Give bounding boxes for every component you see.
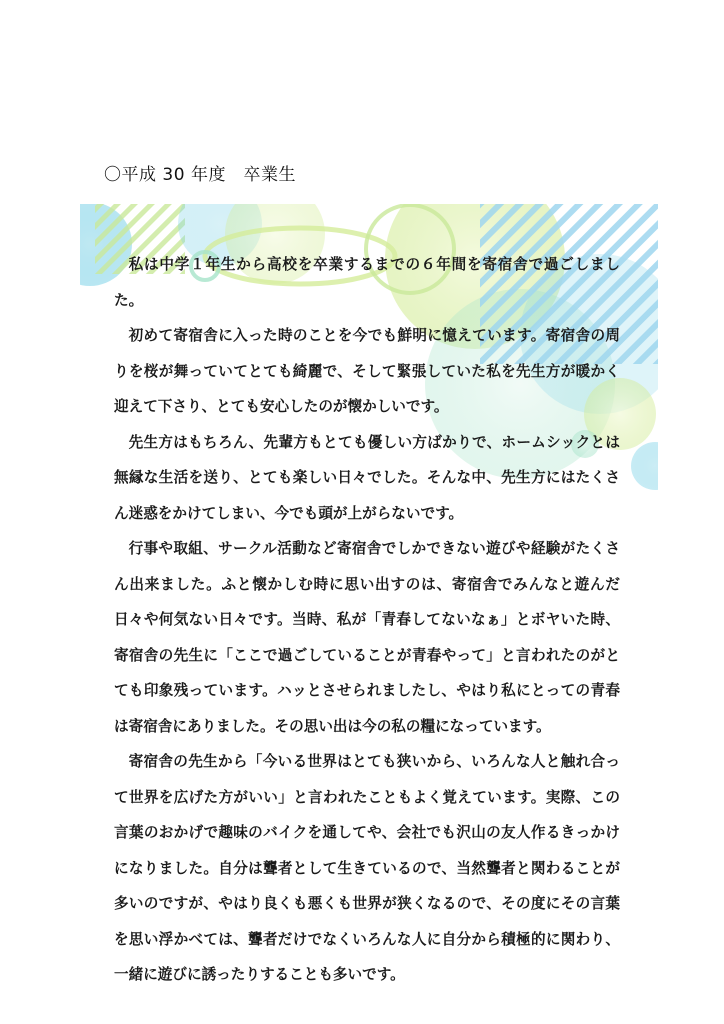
paragraph-3: 先生方はもちろん、先輩方もとても優しい方ばかりで、ホームシックとは無縁な生活を送り、とても楽しい日々でした。そんな中、先生方にはたくさん迷惑をかけてしまい、今でも頭が上がらないです。: [114, 433, 620, 522]
paragraph-4: 行事や取組、サークル活動など寄宿舎でしかできない遊びや経験がたくさん出来ました。ふと懐かしむ時に思い出すのは、寄宿舎でみんなと遊んだ日々や何気ない日々です。当時、私が「青春してないなぁ」とボヤいた時、寄宿舎の先生に「ここで過ごしていることが青春やって」と言われたのがとても印象残っています。ハッとさせられましたし、やはり私にとっての青春は寄宿舎にありました。その思い出は今の私の糧になっています。: [114, 540, 620, 735]
page-heading: 〇平成 30 年度 卒業生: [104, 165, 296, 185]
paragraph-2: 初めて寄宿舎に入った時のことを今でも鮮明に憶えています。寄宿舎の周りを桜が舞っていてとても綺麗で、そして緊張していた私を先生方が暖かく迎えて下さり、とても安心したのが懐かしいです。: [114, 327, 620, 415]
paragraph-1: 私は中学１年生から高校を卒業するまでの６年間を寄宿舎で過ごしました。: [114, 256, 620, 309]
paragraph-5: 寄宿舎の先生から「今いる世界はとても狭いから、いろんな人と触れ合って世界を広げた方がいい」と言われたこともよく覚えています。実際、この言葉のおかげで趣味のバイクを通してや、会社でも沢山の友人作るきっかけになりました。自分は聾者として生きているので、当然聾者と関わることが多いのですが、やはり良くも悪くも世界が狭くなるので、その度にその言葉を思い浮かべては、聾者だけでなくいろんな人に自分から積極的に関わり、一緒に遊びに誘ったりすることも多いです。: [114, 753, 620, 983]
article-body: [114, 247, 620, 993]
